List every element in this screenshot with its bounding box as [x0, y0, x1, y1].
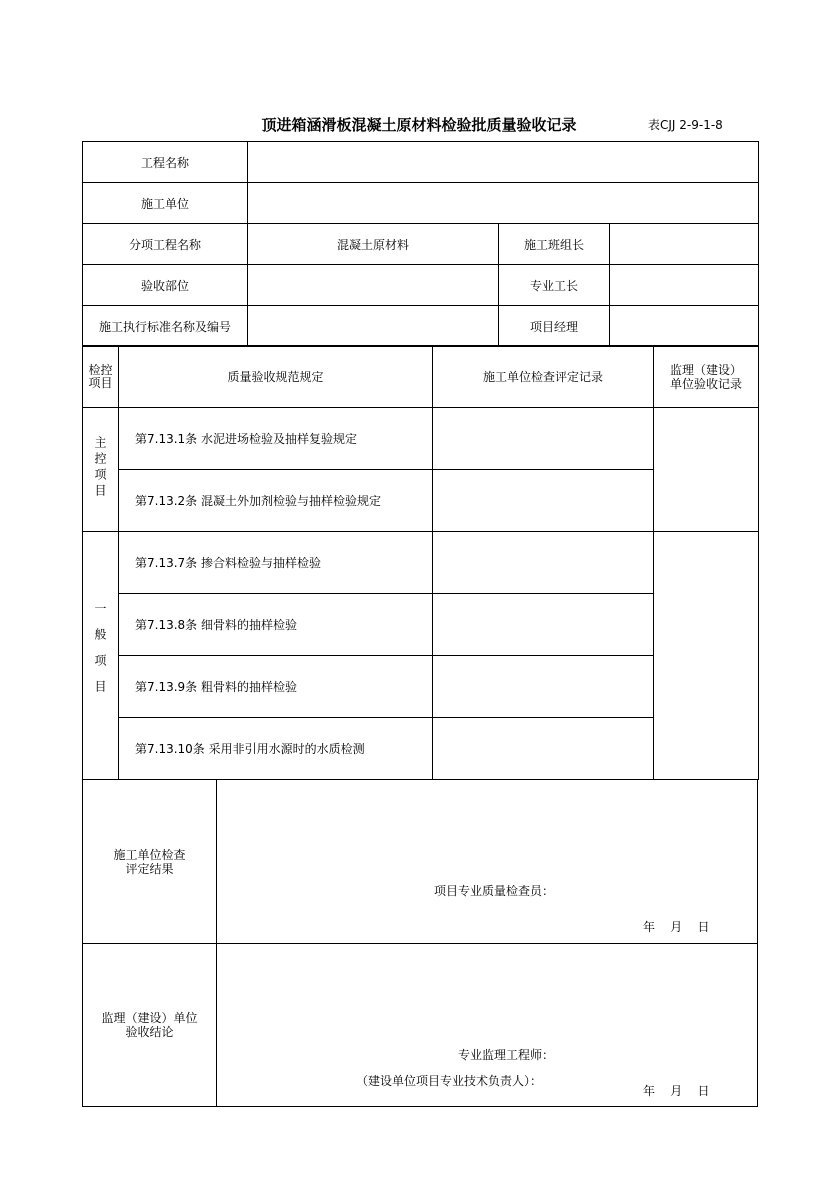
standard-value[interactable] — [248, 306, 499, 347]
contractor-result-date[interactable]: 年 月 日 — [643, 920, 710, 934]
contractor-result-label — [83, 780, 217, 943]
general-item-row: 第7.13.8条 细骨料的抽样检验 — [119, 594, 433, 656]
team-leader-label: 施工班组长 — [499, 224, 610, 265]
main-item-row: 第7.13.1条 水泥进场检验及抽样复验规定 — [119, 408, 433, 470]
general-items-supervisor-record[interactable] — [654, 532, 759, 780]
main-item-record[interactable] — [433, 408, 654, 470]
supervisor-record-header-line1: 监理（建设） — [669, 362, 742, 377]
contractor-result-block — [82, 779, 758, 944]
form-title: 顶进箱涵滑板混凝土原材料检验批质量验收记录 — [261, 116, 577, 134]
supervisor-result-label-line1: 监理（建设）单位 — [101, 1011, 198, 1025]
general-item-row: 第7.13.7条 掺合料检验与抽样检验 — [119, 532, 433, 594]
spec-header: 质量验收规范规定 — [119, 346, 433, 408]
items-table — [82, 345, 758, 780]
category-header — [83, 346, 119, 408]
form-code: 表CJJ 2-9-1-8 — [648, 118, 723, 132]
contractor-result-label-line2: 评定结果 — [125, 861, 174, 876]
supervisor-result-label — [83, 944, 217, 1106]
category-header-text: 检控项目 — [88, 362, 113, 390]
info-table — [82, 141, 758, 346]
general-item-row: 第7.13.10条 采用非引用水源时的水质检测 — [119, 718, 433, 780]
contractor-value[interactable] — [248, 183, 759, 224]
supervisor-record-header-line2: 单位验收记录 — [669, 376, 742, 391]
supervising-engineer-signature[interactable]: 专业监理工程师： — [458, 1048, 555, 1062]
main-items-label — [83, 408, 119, 532]
project-name-value[interactable] — [248, 142, 759, 183]
main-item-record[interactable] — [433, 470, 654, 532]
supervisor-record-header — [654, 346, 759, 408]
manager-label: 项目经理 — [499, 306, 610, 347]
general-item-record[interactable] — [433, 718, 654, 780]
owner-representative-signature[interactable]: （建设单位项目专业技术负责人）： — [356, 1074, 543, 1088]
standard-label: 施工执行标准名称及编号 — [83, 306, 248, 347]
main-item-row: 第7.13.2条 混凝土外加剂检验与抽样检验规定 — [119, 470, 433, 532]
general-item-record[interactable] — [433, 656, 654, 718]
contractor-record-header: 施工单位检查评定记录 — [433, 346, 654, 408]
general-items-label-text: 一般项目 — [93, 602, 107, 706]
location-value[interactable] — [248, 265, 499, 306]
project-name-label: 工程名称 — [83, 142, 248, 183]
foreman-label: 专业工长 — [499, 265, 610, 306]
team-leader-value[interactable] — [610, 224, 759, 265]
general-item-record[interactable] — [433, 594, 654, 656]
subitem-label: 分项工程名称 — [83, 224, 248, 265]
subitem-value[interactable]: 混凝土原材料 — [248, 224, 499, 265]
main-items-label-text: 主控项目 — [93, 436, 107, 500]
location-label: 验收部位 — [83, 265, 248, 306]
supervisor-result-label-line2: 验收结论 — [125, 1025, 174, 1039]
contractor-label: 施工单位 — [83, 183, 248, 224]
general-items-label — [83, 532, 119, 780]
supervisor-result-block — [82, 943, 758, 1107]
quality-inspector-signature[interactable]: 项目专业质量检查员： — [434, 884, 555, 898]
contractor-result-label-line1: 施工单位检查 — [113, 847, 186, 862]
general-item-row: 第7.13.9条 粗骨料的抽样检验 — [119, 656, 433, 718]
general-item-record[interactable] — [433, 532, 654, 594]
foreman-value[interactable] — [610, 265, 759, 306]
main-items-supervisor-record[interactable] — [654, 408, 759, 532]
supervisor-result-date[interactable]: 年 月 日 — [643, 1084, 710, 1098]
manager-value[interactable] — [610, 306, 759, 347]
